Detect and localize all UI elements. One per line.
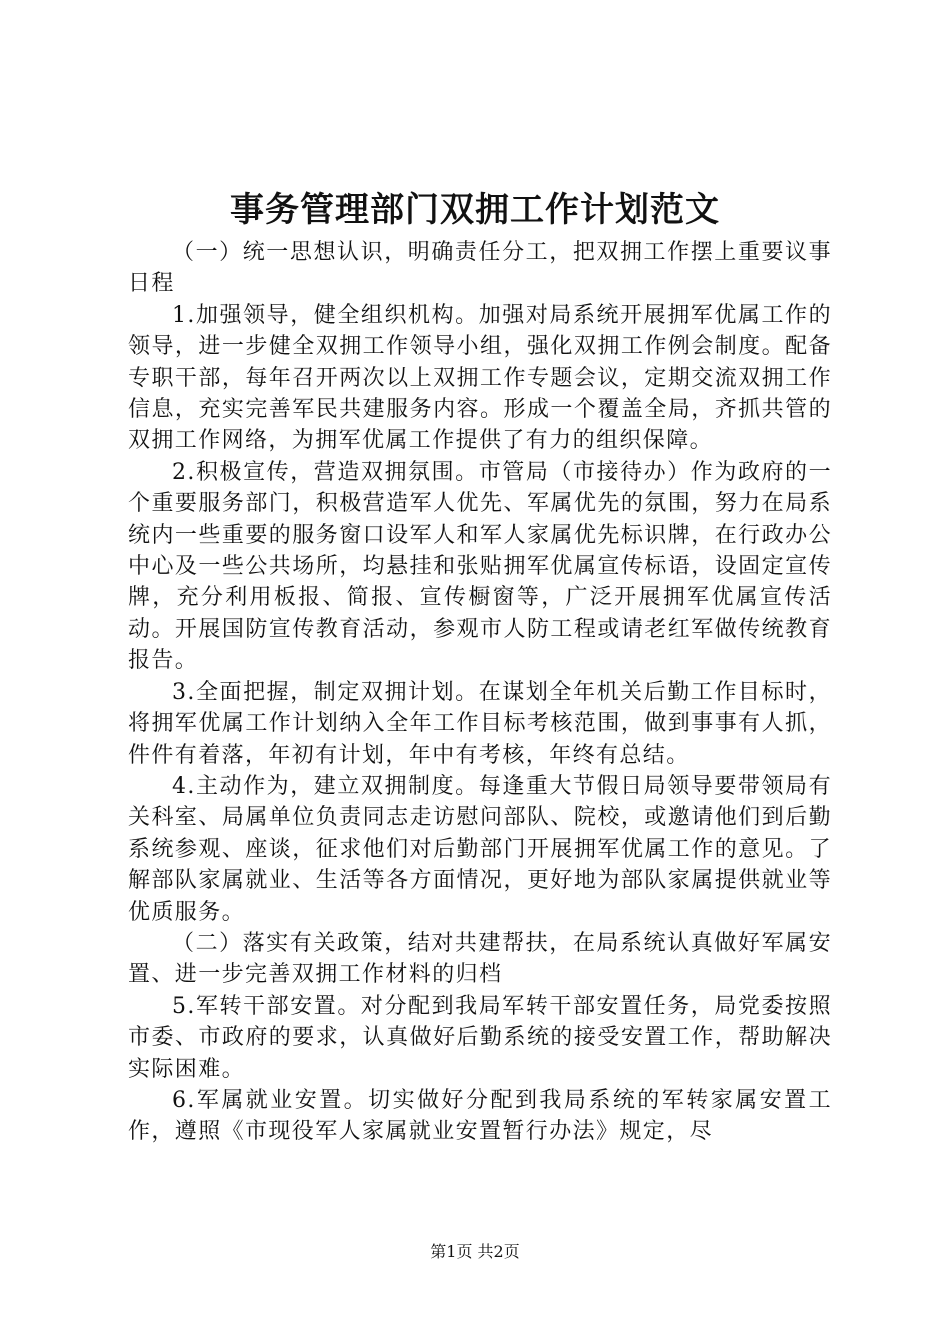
paragraph-item-4: 4.主动作为，建立双拥制度。每逢重大节假日局领导要带领局有关科室、局属单位负责同志走访慰问部队、院校，或邀请他们到后勤系统参观、座谈，征求他们对后勤部门开展拥军优属工作的意见。了解部队家属就业、生活等各方面情况，更好地为部队家属提供就业等优质服务。: [128, 773, 832, 925]
paragraph-item-2: 2.积极宣传，营造双拥氛围。市管局（市接待办）作为政府的一个重要服务部门，积极营造军人优先、军属优先的氛围，努力在局系统内一些重要的服务窗口设军人和军人家属优先标识牌，在行政办公中心及一些公共场所，均悬挂和张贴拥军优属宣传标语，设固定宣传牌，充分利用板报、简报、宣传橱窗等，广泛开展拥军优属宣传活动。开展国防宣传教育活动，参观市人防工程或请老红军做传统教育报告。: [128, 459, 832, 674]
paragraph-item-3: 3.全面把握，制定双拥计划。在谋划全年机关后勤工作目标时，将拥军优属工作计划纳入全年工作目标考核范围，做到事事有人抓，件件有着落，年初有计划，年中有考核，年终有总结。: [128, 679, 832, 768]
document-title: 事务管理部门双拥工作计划范文: [230, 190, 720, 230]
document-body: [128, 237, 832, 1148]
paragraph-item-6: 6.军属就业安置。切实做好分配到我局系统的军转家属安置工作，遵照《市现役军人家属就业安置暂行办法》规定，尽: [128, 1087, 832, 1145]
paragraph-item-1: 1.加强领导，健全组织机构。加强对局系统开展拥军优属工作的领导，进一步健全双拥工作领导小组，强化双拥工作例会制度。配备专职干部，每年召开两次以上双拥工作专题会议，定期交流双拥工作信息，充实完善军民共建服务内容。形成一个覆盖全局，齐抓共管的双拥工作网络，为拥军优属工作提供了有力的组织保障。: [128, 302, 832, 454]
paragraph-section-2-heading: （二）落实有关政策，结对共建帮扶，在局系统认真做好军属安置、进一步完善双拥工作材料的归档: [128, 930, 832, 988]
paragraph-item-5: 5.军转干部安置。对分配到我局军转干部安置任务，局党委按照市委、市政府的要求，认真做好后勤系统的接受安置工作，帮助解决实际困难。: [128, 993, 832, 1082]
paragraph-section-1-heading: （一）统一思想认识，明确责任分工，把双拥工作摆上重要议事日程: [128, 240, 832, 297]
page-footer: 第1页 共2页: [430, 1242, 520, 1261]
